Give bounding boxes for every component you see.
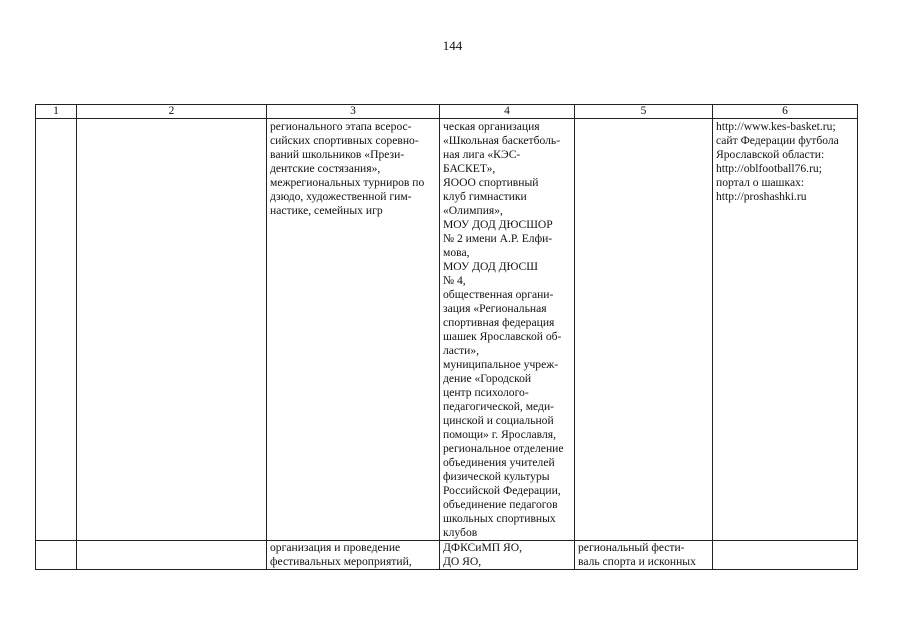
table-cell: регионального этапа всерос- сийских спортивных соревно- ваний школьников «Прези- дентские состязания», межрегиональных турниров по дзюдо, художественной гим- настике, семейных игр — [267, 119, 440, 541]
table-cell: организация и проведение фестивальных мероприятий, — [267, 541, 440, 570]
table-cell — [713, 541, 858, 570]
table-cell: региональный фести- валь спорта и исконных — [575, 541, 713, 570]
table-cell: http://www.kes-basket.ru; сайт Федерации футбола Ярославской области: http://oblfootball76.ru; портал о шашках: http://proshashki.ru — [713, 119, 858, 541]
page-bottom-mask — [0, 598, 905, 640]
column-header-4: 4 — [440, 105, 575, 119]
column-header-3: 3 — [267, 105, 440, 119]
document-table — [35, 104, 858, 570]
table-cell — [36, 119, 77, 541]
table-row — [36, 541, 858, 570]
column-header-2: 2 — [77, 105, 267, 119]
column-header-6: 6 — [713, 105, 858, 119]
table-cell — [575, 119, 713, 541]
table-cell — [77, 119, 267, 541]
column-header-5: 5 — [575, 105, 713, 119]
table-cell — [77, 541, 267, 570]
table-header-row — [36, 105, 858, 119]
page-number: 144 — [442, 38, 463, 53]
table-cell: ДФКСиМП ЯО, ДО ЯО, — [440, 541, 575, 570]
table-row — [36, 119, 858, 541]
column-header-1: 1 — [36, 105, 77, 119]
table-cell: ческая организация «Школьная баскетболь- ная лига «КЭС- БАСКЕТ», ЯООО спортивный клуб гимнастики «Олимпия», МОУ ДОД ДЮСШОР № 2 имени А.Р. Елфи- мова, МОУ ДОД ДЮСШ № 4, общественная органи- зация «Региональная спортивная федерация шашек Ярославской об- ласти», муниципальное учреж- дение «Городской центр психолого- педагогической, меди- цинской и социальной помощи» г. Ярославля, региональное отделение объединения учителей физической культуры Российской Федерации, объединение педагогов школьных спортивных клубов — [440, 119, 575, 541]
table-cell — [36, 541, 77, 570]
